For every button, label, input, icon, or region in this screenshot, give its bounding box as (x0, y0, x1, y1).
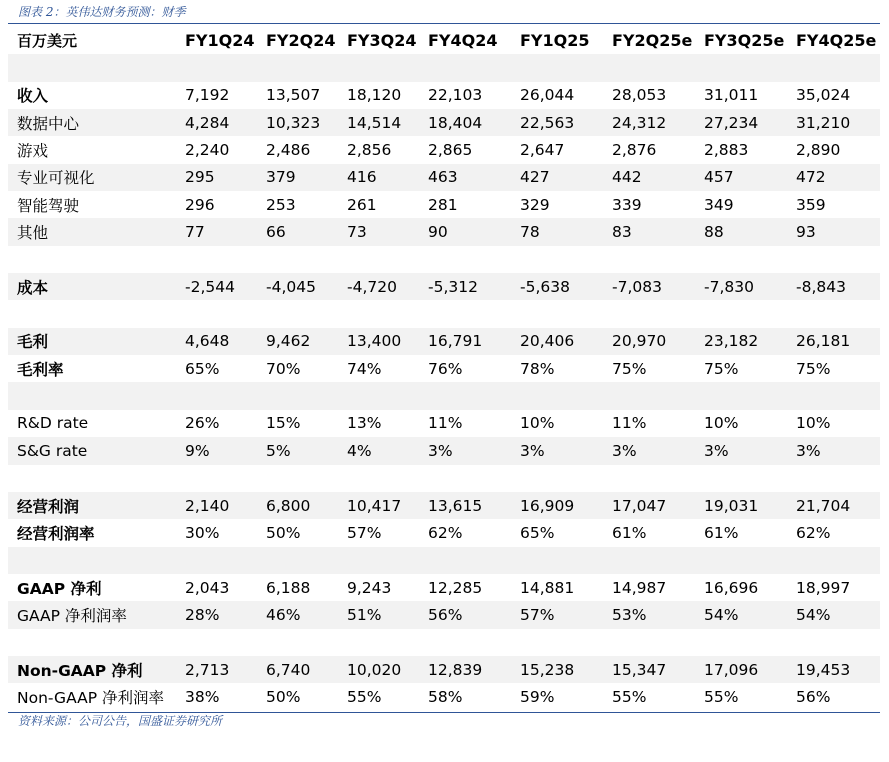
value-cell (347, 300, 428, 327)
financial-forecast-table-container (8, 27, 880, 711)
value-cell: 65% (185, 359, 220, 378)
value-cell: 13,615 (428, 492, 520, 519)
value-cell: -2,544 (185, 273, 266, 300)
value-cell: 416 (347, 164, 428, 191)
row-label-cell: 其他 (8, 218, 185, 245)
spacer-row (8, 465, 880, 492)
value-cell: 56% (428, 601, 520, 628)
table-row (8, 273, 880, 300)
value-cell: 3% (612, 437, 704, 464)
value-cell: 54% (704, 601, 796, 628)
value-cell: 77 (185, 218, 266, 245)
row-label-cell: 收入 (17, 87, 49, 106)
value-cell (266, 246, 347, 273)
value-cell: 329 (520, 195, 550, 214)
value-cell: 339 (612, 195, 642, 214)
value-cell (612, 629, 704, 656)
value-cell: 2,240 (185, 141, 230, 160)
spacer-row (8, 547, 880, 574)
value-cell: 83 (612, 218, 704, 245)
value-cell (796, 629, 880, 656)
value-cell: 18,120 (347, 86, 402, 105)
row-label-cell: 游戏 (17, 142, 49, 161)
value-cell (520, 382, 612, 409)
value-cell: 296 (185, 195, 215, 214)
value-cell: 11% (612, 414, 647, 433)
row-label-cell (8, 54, 185, 81)
value-cell: 88 (704, 218, 796, 245)
value-cell: 35,024 (796, 86, 851, 105)
value-cell: 28,053 (612, 86, 667, 105)
value-cell (612, 54, 704, 81)
value-cell: 9,243 (347, 578, 392, 597)
value-cell (266, 382, 347, 409)
value-cell (704, 629, 796, 656)
value-cell: 295 (185, 164, 266, 191)
value-cell: 78 (520, 218, 612, 245)
value-cell: 10% (520, 414, 555, 433)
table-row (8, 355, 880, 382)
value-cell: 19,453 (796, 656, 880, 683)
value-cell: 6,800 (266, 492, 347, 519)
spacer-row (8, 629, 880, 656)
value-cell: 75% (704, 359, 739, 378)
table-row (8, 683, 880, 710)
spacer-row (8, 300, 880, 327)
row-label-cell: 成本 (8, 273, 185, 300)
value-cell (266, 300, 347, 327)
table-row (8, 82, 880, 109)
value-cell (704, 547, 796, 574)
value-cell: 12,285 (428, 578, 483, 597)
value-cell (347, 382, 428, 409)
value-cell: 62% (796, 523, 831, 542)
row-label-cell: 数据中心 (8, 109, 185, 136)
value-cell: 57% (520, 601, 612, 628)
value-cell: 61% (612, 523, 647, 542)
value-cell: 253 (266, 195, 296, 214)
value-cell (612, 246, 704, 273)
value-cell: 5% (266, 437, 347, 464)
value-cell: 11% (428, 414, 463, 433)
value-cell: 93 (796, 218, 880, 245)
value-cell: 3% (796, 437, 880, 464)
value-cell: 2,876 (612, 141, 657, 160)
value-cell (266, 547, 347, 574)
value-cell: 53% (612, 601, 704, 628)
value-cell: 463 (428, 164, 520, 191)
value-cell (704, 246, 796, 273)
value-cell (520, 547, 612, 574)
table-row (8, 656, 880, 683)
value-cell: 16,696 (704, 578, 759, 597)
value-cell: 2,647 (520, 141, 565, 160)
value-cell (796, 465, 880, 492)
value-cell: 16,791 (428, 328, 520, 355)
value-cell: 2,713 (185, 656, 266, 683)
value-cell: 2,890 (796, 141, 841, 160)
value-cell (520, 54, 612, 81)
value-cell: -5,638 (520, 273, 612, 300)
header-unit-cell: 百万美元 (17, 32, 78, 51)
value-cell: 75% (612, 359, 647, 378)
row-label-cell: GAAP 净利润率 (8, 601, 185, 628)
value-cell: -5,312 (428, 273, 520, 300)
value-cell (796, 246, 880, 273)
value-cell: 30% (185, 523, 220, 542)
table-body (8, 27, 880, 711)
value-cell: 16,909 (520, 492, 612, 519)
value-cell: 6,740 (266, 656, 347, 683)
value-cell (347, 465, 428, 492)
value-cell: 28% (185, 601, 266, 628)
value-cell (428, 547, 520, 574)
value-cell (428, 246, 520, 273)
value-cell: 61% (704, 523, 739, 542)
value-cell: 349 (704, 195, 734, 214)
table-row (8, 410, 880, 437)
value-cell (185, 629, 266, 656)
value-cell (266, 629, 347, 656)
value-cell: 2,043 (185, 578, 230, 597)
table-header-row (8, 27, 880, 54)
row-label-cell (8, 465, 185, 492)
table-row (8, 218, 880, 245)
value-cell: 74% (347, 359, 382, 378)
header-period-cell: FY4Q24 (428, 31, 498, 51)
value-cell: 59% (520, 687, 555, 706)
header-period-cell: FY1Q24 (185, 31, 255, 51)
value-cell: 13,507 (266, 86, 321, 105)
value-cell: 14,881 (520, 578, 575, 597)
value-cell (185, 382, 266, 409)
row-label-cell: S&G rate (8, 437, 185, 464)
table-row (8, 437, 880, 464)
row-label-cell: Non-GAAP 净利 (8, 656, 185, 683)
value-cell: 20,970 (612, 328, 704, 355)
value-cell (704, 382, 796, 409)
value-cell (612, 300, 704, 327)
value-cell (428, 629, 520, 656)
value-cell (185, 300, 266, 327)
row-label-cell: 毛利 (8, 328, 185, 355)
value-cell: 24,312 (612, 109, 704, 136)
value-cell (520, 629, 612, 656)
value-cell: 76% (428, 359, 463, 378)
value-cell: 66 (266, 218, 347, 245)
value-cell (428, 465, 520, 492)
value-cell: 2,486 (266, 141, 311, 160)
value-cell: 13,400 (347, 328, 428, 355)
value-cell: 17,096 (704, 656, 796, 683)
row-label-cell: GAAP 净利 (17, 579, 102, 598)
value-cell: 17,047 (612, 492, 704, 519)
table-row (8, 328, 880, 355)
value-cell: 22,103 (428, 86, 483, 105)
value-cell: 10% (796, 414, 831, 433)
value-cell: 20,406 (520, 328, 612, 355)
row-label-cell: 毛利率 (17, 360, 64, 379)
value-cell: 14,514 (347, 109, 428, 136)
spacer-row (8, 382, 880, 409)
value-cell: 13% (347, 414, 382, 433)
value-cell (347, 246, 428, 273)
value-cell: 2,883 (704, 141, 749, 160)
value-cell (347, 54, 428, 81)
row-label-cell (8, 246, 185, 273)
spacer-row (8, 54, 880, 81)
value-cell (347, 547, 428, 574)
value-cell: 73 (347, 218, 428, 245)
value-cell (185, 246, 266, 273)
value-cell (704, 300, 796, 327)
table-row (8, 109, 880, 136)
value-cell (796, 54, 880, 81)
value-cell: 65% (520, 523, 555, 542)
value-cell: 15% (266, 414, 301, 433)
value-cell: 19,031 (704, 492, 796, 519)
value-cell (185, 547, 266, 574)
value-cell: 50% (266, 523, 301, 542)
row-label-cell: Non-GAAP 净利润率 (17, 688, 164, 707)
value-cell: 4% (347, 437, 428, 464)
value-cell: 78% (520, 359, 555, 378)
value-cell: 359 (796, 195, 826, 214)
value-cell (185, 54, 266, 81)
value-cell: 70% (266, 359, 301, 378)
financial-forecast-table (8, 27, 880, 711)
value-cell: 23,182 (704, 328, 796, 355)
value-cell: 2,140 (185, 492, 266, 519)
value-cell: 3% (704, 437, 796, 464)
value-cell: 26% (185, 414, 220, 433)
value-cell: 2,856 (347, 141, 392, 160)
value-cell: 31,011 (704, 86, 759, 105)
value-cell (428, 382, 520, 409)
value-cell: 457 (704, 164, 796, 191)
value-cell: 56% (796, 687, 831, 706)
value-cell (612, 465, 704, 492)
value-cell: 472 (796, 164, 880, 191)
value-cell (796, 300, 880, 327)
value-cell (347, 629, 428, 656)
value-cell (428, 54, 520, 81)
value-cell: 442 (612, 164, 704, 191)
value-cell: 18,404 (428, 109, 520, 136)
value-cell: 7,192 (185, 86, 230, 105)
value-cell: 22,563 (520, 109, 612, 136)
value-cell: 4,284 (185, 109, 266, 136)
value-cell (520, 300, 612, 327)
value-cell: 50% (266, 687, 301, 706)
header-period-cell: FY3Q24 (347, 31, 417, 51)
row-label-cell: 专业可视化 (8, 164, 185, 191)
value-cell: 55% (704, 687, 739, 706)
table-row (8, 492, 880, 519)
figure-caption: 图表 2：英伟达财务预测：财季 (18, 5, 186, 19)
table-row (8, 164, 880, 191)
value-cell (704, 465, 796, 492)
value-cell: 75% (796, 359, 831, 378)
value-cell (266, 465, 347, 492)
value-cell: 10,020 (347, 656, 428, 683)
header-period-cell: FY2Q25e (612, 31, 693, 51)
table-row (8, 191, 880, 218)
header-period-cell: FY1Q25 (520, 31, 590, 51)
value-cell: 31,210 (796, 109, 880, 136)
row-label-cell: R&D rate (17, 414, 89, 433)
value-cell (796, 382, 880, 409)
value-cell: -7,830 (704, 273, 796, 300)
row-label-cell: 智能驾驶 (17, 196, 80, 215)
value-cell: 427 (520, 164, 612, 191)
row-label-cell (8, 547, 185, 574)
value-cell (704, 54, 796, 81)
value-cell: 58% (428, 687, 463, 706)
value-cell: -4,045 (266, 273, 347, 300)
value-cell: 9% (185, 437, 266, 464)
spacer-row (8, 246, 880, 273)
value-cell: 15,238 (520, 656, 612, 683)
value-cell: 3% (428, 437, 520, 464)
value-cell: 10% (704, 414, 739, 433)
value-cell: 281 (428, 195, 458, 214)
value-cell: 6,188 (266, 578, 311, 597)
value-cell (612, 382, 704, 409)
row-label-cell (8, 300, 185, 327)
value-cell: 46% (266, 601, 347, 628)
value-cell (266, 54, 347, 81)
value-cell: 4,648 (185, 328, 266, 355)
value-cell: 2,865 (428, 141, 473, 160)
caption-divider (8, 23, 880, 24)
source-note: 资料来源：公司公告，国盛证券研究所 (18, 714, 223, 728)
value-cell: 26,181 (796, 328, 880, 355)
row-label-cell: 经营利润率 (17, 524, 95, 543)
value-cell: 55% (612, 687, 647, 706)
value-cell: -7,083 (612, 273, 704, 300)
value-cell (796, 547, 880, 574)
value-cell: 51% (347, 601, 428, 628)
table-row (8, 519, 880, 546)
value-cell: 379 (266, 164, 347, 191)
header-period-cell: FY2Q24 (266, 31, 336, 51)
value-cell: 54% (796, 601, 880, 628)
value-cell: 38% (185, 687, 220, 706)
header-period-cell: FY4Q25e (796, 31, 877, 51)
value-cell (185, 465, 266, 492)
value-cell: 55% (347, 687, 382, 706)
value-cell: 62% (428, 523, 463, 542)
row-label-cell: 经营利润 (8, 492, 185, 519)
value-cell: 261 (347, 195, 377, 214)
value-cell: 15,347 (612, 656, 704, 683)
value-cell: 21,704 (796, 492, 880, 519)
value-cell: 57% (347, 523, 382, 542)
row-label-cell (8, 629, 185, 656)
value-cell (428, 300, 520, 327)
value-cell: 27,234 (704, 109, 796, 136)
header-period-cell: FY3Q25e (704, 31, 785, 51)
value-cell: 90 (428, 218, 520, 245)
value-cell: -4,720 (347, 273, 428, 300)
value-cell: 26,044 (520, 86, 575, 105)
value-cell (520, 465, 612, 492)
value-cell: -8,843 (796, 273, 880, 300)
value-cell: 12,839 (428, 656, 520, 683)
value-cell: 18,997 (796, 578, 851, 597)
value-cell: 3% (520, 437, 612, 464)
value-cell: 14,987 (612, 578, 667, 597)
table-row (8, 136, 880, 163)
value-cell: 10,417 (347, 492, 428, 519)
row-label-cell (8, 382, 185, 409)
value-cell: 9,462 (266, 328, 347, 355)
table-row (8, 574, 880, 601)
table-row (8, 601, 880, 628)
value-cell: 10,323 (266, 109, 347, 136)
value-cell (612, 547, 704, 574)
value-cell (520, 246, 612, 273)
